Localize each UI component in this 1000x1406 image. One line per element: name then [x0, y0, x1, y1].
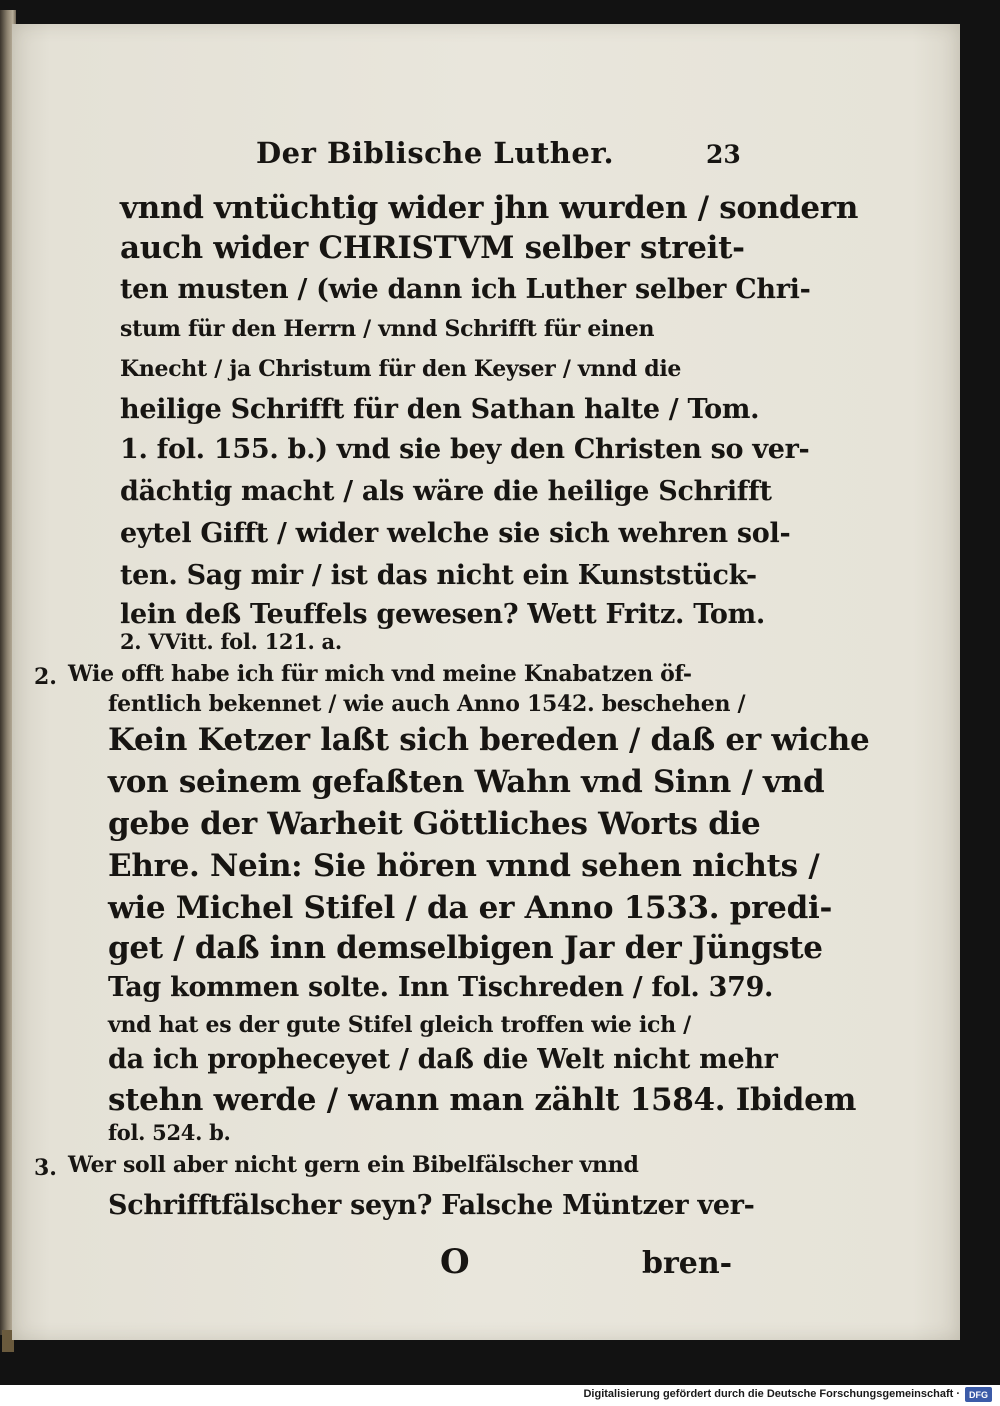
item-3-marker: 3. — [34, 1155, 57, 1181]
text-line: eytel Gifft / wider welche sie sich wehren sol- — [120, 518, 791, 549]
funding-credit: Digitalisierung gefördert durch die Deutsche Forschungsgemeinschaft · — [583, 1388, 960, 1400]
text-line: stum für den Herrn / vnnd Schrifft für einen — [120, 316, 655, 342]
text-line: vnnd vntüchtig wider jhn wurden / sondern — [120, 190, 859, 226]
reference-line: fol. 524. b. — [108, 1120, 231, 1145]
text-line: Kein Ketzer laßt sich bereden / daß er wiche — [108, 722, 870, 758]
text-line: dächtig macht / als wäre die heilige Schrifft — [120, 476, 772, 507]
book-page — [12, 24, 960, 1340]
item-2-marker: 2. — [34, 664, 57, 690]
footer-bar — [0, 1385, 1000, 1406]
catchword: bren- — [642, 1246, 733, 1281]
text-line: heilige Schrifft für den Sathan halte / Tom. — [120, 394, 760, 425]
text-line: Wer soll aber nicht gern ein Bibelfälscher vnnd — [68, 1152, 639, 1178]
page-number: 23 — [706, 140, 741, 169]
text-line: get / daß inn demselbigen Jar der Jüngste — [108, 930, 823, 966]
dfg-logo-icon — [965, 1387, 992, 1402]
text-line: Knecht / ja Christum für den Keyser / vnnd die — [120, 356, 682, 382]
text-line: ten. Sag mir / ist das nicht ein Kunststück- — [120, 560, 757, 591]
text-line: 1. fol. 155. b.) vnd sie bey den Christen so ver- — [120, 434, 810, 465]
text-line: Wie offt habe ich für mich vnd meine Knabatzen öf- — [68, 661, 692, 687]
text-line: lein deß Teuffels gewesen? Wett Fritz. Tom. — [120, 599, 765, 630]
text-line: da ich propheceyet / daß die Welt nicht mehr — [108, 1044, 778, 1075]
text-line: von seinem gefaßten Wahn vnd Sinn / vnd — [108, 764, 825, 800]
dfg-logo-text: DFG — [969, 1389, 988, 1400]
reference-line: 2. VVitt. fol. 121. a. — [120, 629, 342, 654]
text-line: wie Michel Stifel / da er Anno 1533. predi- — [108, 890, 833, 926]
text-line: fentlich bekennet / wie auch Anno 1542. beschehen / — [108, 691, 746, 717]
text-line: Tag kommen solte. Inn Tischreden / fol. 379. — [108, 972, 774, 1003]
signature-mark: O — [440, 1242, 470, 1282]
text-line: stehn werde / wann man zählt 1584. Ibidem — [108, 1082, 857, 1118]
running-head: Der Biblische Luther. — [256, 136, 615, 170]
text-line: Schrifftfälscher seyn? Falsche Müntzer ver- — [108, 1190, 755, 1221]
text-line: Ehre. Nein: Sie hören vnnd sehen nichts / — [108, 848, 820, 884]
text-line: gebe der Warheit Göttliches Worts die — [108, 806, 761, 842]
page-content — [12, 24, 960, 1340]
text-line: vnd hat es der gute Stifel gleich troffen wie ich / — [108, 1012, 691, 1038]
text-line: ten musten / (wie dann ich Luther selber Chri- — [120, 274, 811, 305]
text-line: auch wider CHRISTVM selber streit- — [120, 230, 745, 266]
